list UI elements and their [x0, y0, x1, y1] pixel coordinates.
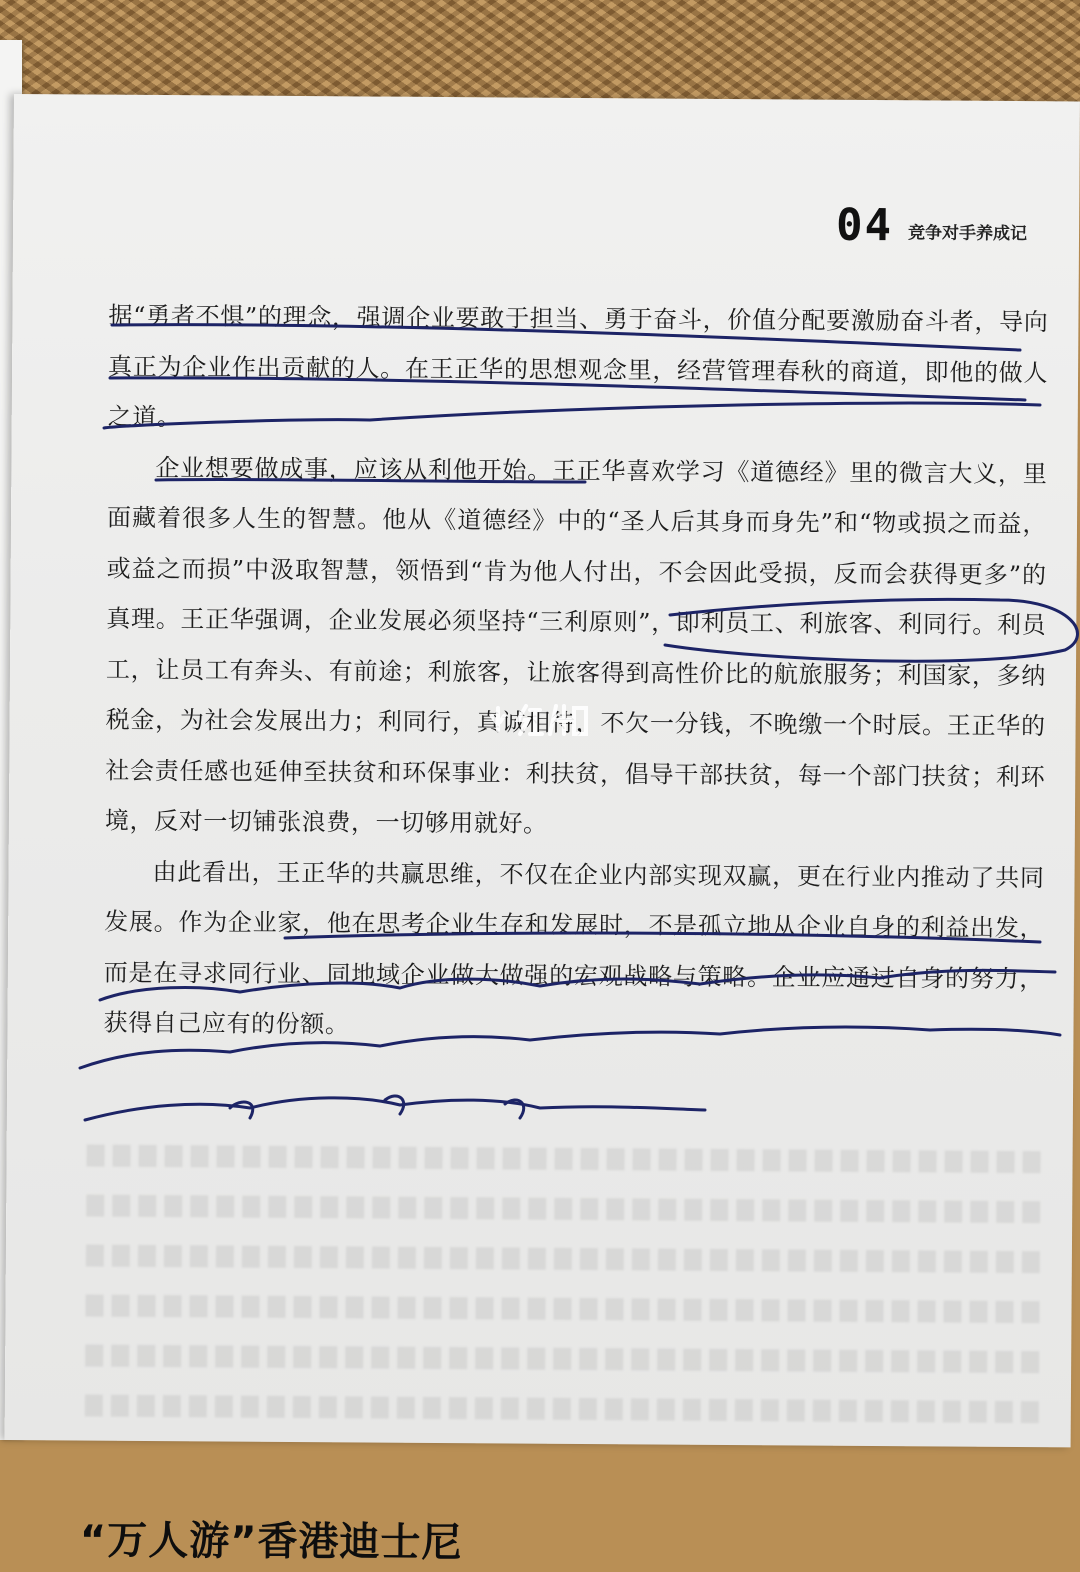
body-text: [103, 291, 1048, 1055]
bleed-through-text: [85, 1345, 1045, 1374]
bleed-through-text: [87, 1145, 1047, 1174]
paragraph-3: 由此看出，王正华的共赢思维，不仅在企业内部实现双赢，更在行业内推动了共同发展。作为企业家，他在思考企业生存和发展时，不是孤立地从企业自身的利益出发，而是在寻求同行业、同地域企业做大做强的宏观战略与策略。企业应通过自身的努力，获得自己应有的份额。: [103, 857, 1045, 1039]
chapter-title: 竞争对手养成记: [907, 223, 1028, 245]
bleed-through-text: [86, 1245, 1046, 1274]
paragraph-2: 企业想要做成事，应该从利他开始。王正华喜欢学习《道德经》里的微言大义，里面藏着很多人生的智慧。他从《道德经》中的“圣人后其身而身先”和“物或损之而益，或益之而损”中汲取智慧，领悟到“肯为他人付出，不会因此受损，反而会获得更多”的真理。王正华强调，企业发展必须坚持“三利原则”，即利员工、利旅客、利同行。利员工，让员工有奔头、有前途；利旅客，让旅客得到高性价比的航旅服务；利国家，多纳税金，为社会发展出力；利同行，真诚相待，不欠一分钱，不晚缴一个时辰。王正华的社会责任感也延伸至扶贫和环保事业：利扶贫，倡导干部扶贫，每一个部门扶贫；利环境，反对一切铺张浪费，一切够用就好。: [104, 453, 1048, 838]
chapter-number: 04: [835, 199, 894, 252]
paragraph-1: 据“勇者不惧”的理念，强调企业要敢于担当、勇于奋斗，价值分配要激励奋斗者，导向真正为企业作出贡献的人。在王正华的思想观念里，经营管理春秋的商道，即他的做人之道。: [107, 301, 1049, 432]
watermark-logo-image: [490, 700, 610, 740]
bleed-through-text: [85, 1395, 1045, 1424]
book-page: [5, 94, 1080, 1567]
bleed-through-text: [85, 1295, 1045, 1324]
watermark-logo: [490, 700, 610, 747]
bleed-through-text: [86, 1195, 1046, 1224]
section-heading: “万人游”香港迪士尼: [79, 1517, 463, 1567]
